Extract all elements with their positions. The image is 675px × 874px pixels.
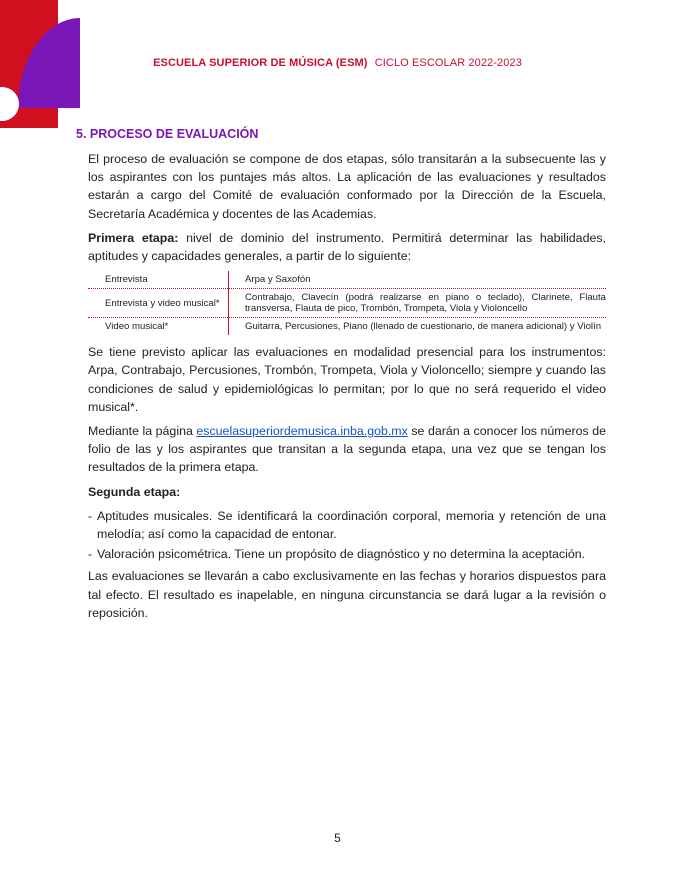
closing-paragraph: Las evaluaciones se llevarán a cabo exclusivamente en las fechas y horarios dispuestos para tal efecto. El resultado es inapelable, en ninguna circunstancia se dará lugar a la revisión o reposición. [88,569,606,620]
evaluation-table [88,271,606,335]
page-number: 5 [334,831,341,845]
intro-paragraph: El proceso de evaluación se compone de dos etapas, sólo transitarán a la subsecuente las y los aspirantes con los puntajes más altos. La aplicación de las evaluaciones y resultados estarán a cargo del Comité de evaluación conformado por la Dirección de la Escuela, Secretaría Académica y docentes de las Academias. [88,152,606,221]
evaluation-type: Video musical* [88,318,229,336]
list-item-text: Valoración psicométrica. Tiene un propósito de diagnóstico y no determina la aceptación. [97,547,586,562]
website-text-before: Mediante la página [88,424,197,439]
page-header [0,57,675,69]
evaluation-instruments: Arpa y Saxofón [229,271,607,289]
list-item [88,507,606,543]
list-item [88,545,606,563]
section-title: 5. PROCESO DE EVALUACIÓN [76,127,259,141]
second-stage-heading [88,483,606,501]
table-row [88,271,606,289]
evaluation-type: Entrevista [88,271,229,289]
section-body [88,150,606,628]
school-name: ESCUELA SUPERIOR DE MÚSICA (ESM) [153,57,368,69]
second-stage-list [88,507,606,564]
school-cycle: CICLO ESCOLAR 2022-2023 [374,57,522,69]
dash-bullet: - [88,508,93,523]
dash-bullet: - [88,547,93,562]
first-stage-label: Primera etapa: [88,230,179,245]
first-stage-paragraph [88,229,606,265]
second-stage-label: Segunda etapa: [88,484,181,499]
presencial-paragraph: Se tiene previsto aplicar las evaluaciones en modalidad presencial para los instrumentos: Arpa, Contrabajo, Percusiones, Trombón, Trompeta, Viola y Violoncello; siempre y cuando las condiciones de salud y epidemiológicas lo permitan; por lo que no será requerido el video musical*. [88,345,606,414]
website-text-after: se darán a conocer los números de folio de las y los aspirantes que transitan a la segunda etapa, una vez que se tengan los resultados de la primera etapa. [88,424,606,475]
website-paragraph [88,422,606,477]
table-row [88,318,606,336]
table-row [88,289,606,318]
evaluation-type: Entrevista y video musical* [88,289,229,318]
first-stage-text: nivel de dominio del instrumento. Permitirá determinar las habilidades, aptitudes y capacidades generales, a partir de lo siguiente: [88,230,606,264]
list-item-text: Aptitudes musicales. Se identificará la coordinación corporal, memoria y retención de una melodía; así como la capacidad de entonar. [97,508,606,542]
evaluation-instruments: Contrabajo, Clavecín (podrá realizarse en piano o teclado), Clarinete, Flauta transversa, Flauta de pico, Trombón, Trompeta, Viola y Violoncello [229,289,607,318]
evaluation-instruments: Guitarra, Percusiones, Piano (llenado de cuestionario, de manera adicional) y Violín [245,321,602,333]
website-link[interactable]: escuelasuperiordemusica.inba.gob.mx [196,424,408,439]
